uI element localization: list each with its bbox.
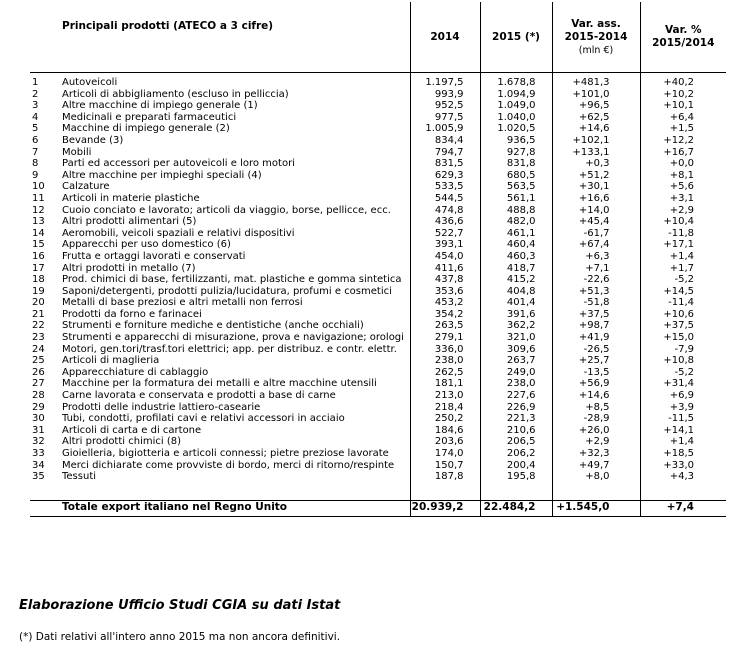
row-var-abs: +26,0 [552,425,640,437]
row-product: Altri prodotti alimentari (5) [62,216,197,228]
row-number: 19 [32,285,45,297]
row-2015: 482,0 [480,216,552,228]
row-2014: 411,6 [410,263,480,275]
row-2014: 354,2 [410,309,480,321]
footnote: (*) Dati relativi all'intero anno 2015 ma non ancora definitivi. [19,631,341,643]
row-2015: 404,8 [480,286,552,298]
row-2014: 263,5 [410,320,480,332]
row-var-pct: +37,5 [640,320,726,332]
row-2014: 977,5 [410,112,480,124]
row-product: Tessuti [62,471,97,483]
table-row [30,112,726,124]
row-2014: 250,2 [410,413,480,425]
row-product: Articoli di carta e di cartone [62,424,202,436]
row-var-pct: +1,4 [640,251,726,263]
row-var-abs: +41,9 [552,332,640,344]
row-2015: 321,0 [480,332,552,344]
row-2014: 353,6 [410,286,480,298]
row-number: 32 [32,436,45,448]
row-var-pct: +10,6 [640,309,726,321]
row-number: 35 [32,471,45,483]
header-var-abs-line2: 2015-2014 [564,30,628,43]
row-var-pct: +17,1 [640,239,726,251]
row-product: Apparecchiature di cablaggio [62,366,209,378]
row-2014: 262,5 [410,367,480,379]
row-var-abs: +6,3 [552,251,640,263]
row-var-abs: +51,3 [552,286,640,298]
table-row [30,216,726,228]
row-2014: 336,0 [410,344,480,356]
row-product: Macchine di impiego generale (2) [62,123,230,135]
table-row [30,344,726,356]
row-var-pct: +14,5 [640,286,726,298]
row-var-abs: -26,5 [552,344,640,356]
row-number: 21 [32,308,45,320]
row-number: 1 [32,77,39,88]
row-number: 6 [32,134,39,146]
row-product: Tubi, condotti, profilati cavi e relativi accessori in acciaio [62,413,345,425]
table-row [30,413,726,425]
row-var-abs: +37,5 [552,309,640,321]
row-2015: 206,5 [480,436,552,448]
row-2014: 952,5 [410,100,480,112]
row-var-abs: +56,9 [552,378,640,390]
row-product: Altri prodotti in metallo (7) [62,262,196,274]
row-2015: 227,6 [480,390,552,402]
export-table [30,2,726,517]
row-var-pct: +6,4 [640,112,726,124]
row-product: Frutta e ortaggi lavorati e conservati [62,250,246,262]
row-var-abs: -22,6 [552,274,640,286]
row-2015: 1.040,0 [480,112,552,124]
row-var-pct: +3,1 [640,193,726,205]
row-product: Articoli di abbigliamento (escluso in pelliccia) [62,88,289,100]
row-number: 13 [32,216,45,228]
row-number: 12 [32,204,45,216]
row-2015: 263,7 [480,355,552,367]
row-var-pct: -5,2 [640,274,726,286]
row-2015: 563,5 [480,181,552,193]
total-2015: 22.484,2 [480,500,552,516]
row-number: 14 [32,227,45,239]
row-2015: 1.049,0 [480,100,552,112]
row-number: 5 [32,123,39,135]
row-var-abs: +8,0 [552,471,640,486]
row-2014: 218,4 [410,402,480,414]
header-var-abs-unit: (mln €) [578,44,614,56]
row-2015: 460,3 [480,251,552,263]
table-row [30,297,726,309]
table-row [30,89,726,101]
header-var-abs-line1: Var. ass. [571,17,621,30]
table-row [30,332,726,344]
total-var-abs: +1.545,0 [552,500,640,516]
row-2015: 460,4 [480,239,552,251]
row-2015: 831,8 [480,158,552,170]
row-var-abs: +30,1 [552,181,640,193]
table-row [30,228,726,240]
row-product: Aeromobili, veicoli spaziali e relativi dispositivi [62,227,295,239]
row-product: Strumenti e forniture mediche e dentistiche (anche occhiali) [62,320,364,332]
row-2014: 474,8 [410,205,480,217]
row-product: Motori, gen.tori/trasf.tori elettrici; app. per distribuz. e contr. elettr. [62,343,397,355]
row-2015: 309,6 [480,344,552,356]
table-header-row [30,2,726,73]
row-var-abs: -28,9 [552,413,640,425]
table-row [30,378,726,390]
table-row [30,355,726,367]
row-var-pct: +2,9 [640,205,726,217]
row-var-abs: +14,0 [552,205,640,217]
header-var-pct [640,2,726,73]
table-row [30,286,726,298]
table-row [30,135,726,147]
row-2015: 1.678,8 [480,73,552,89]
table-body [30,73,726,486]
row-product: Medicinali e preparati farmaceutici [62,111,237,123]
row-var-pct: -11,4 [640,297,726,309]
table-row [30,170,726,182]
row-2014: 437,8 [410,274,480,286]
row-var-pct: +40,2 [640,73,726,89]
row-var-pct: +14,1 [640,425,726,437]
row-product: Carne lavorata e conservata e prodotti a base di carne [62,390,336,402]
row-var-pct: +1,5 [640,123,726,135]
row-product: Altre macchine per impieghi speciali (4) [62,169,262,181]
table-row [30,239,726,251]
row-product: Bevande (3) [62,134,124,146]
row-var-abs: +14,6 [552,123,640,135]
row-var-abs: -13,5 [552,367,640,379]
row-number: 22 [32,320,45,332]
row-product: Gioielleria, bigiotteria e articoli connessi; pietre preziose lavorate [62,448,389,459]
row-2015: 238,0 [480,378,552,390]
row-product: Merci dichiarate come provviste di bordo, merci di ritorno/respinte [62,459,395,471]
row-number: 33 [32,448,45,459]
row-var-pct: -11,8 [640,228,726,240]
row-var-pct: +3,9 [640,402,726,414]
table-row [30,251,726,263]
row-var-pct: -7,9 [640,344,726,356]
header-2015: 2015 (*) [480,2,552,73]
table-row [30,390,726,402]
row-var-abs: +96,5 [552,100,640,112]
row-product: Calzature [62,181,110,193]
row-number: 29 [32,401,45,413]
row-number: 17 [32,262,45,274]
row-product: Autoveicoli [62,77,118,88]
spacer-row [30,486,726,501]
row-var-pct: +5,6 [640,181,726,193]
row-product: Mobili [62,146,92,158]
row-2015: 200,4 [480,460,552,472]
row-2014: 181,1 [410,378,480,390]
row-number: 27 [32,378,45,390]
row-var-pct: +0,0 [640,158,726,170]
row-2015: 1.020,5 [480,123,552,135]
row-var-pct: +1,4 [640,436,726,448]
row-product: Parti ed accessori per autoveicoli e loro motori [62,158,295,170]
table-row [30,425,726,437]
row-var-abs: +45,4 [552,216,640,228]
row-product: Macchine per la formatura dei metalli e altre macchine utensili [62,378,377,390]
table-row [30,193,726,205]
header-2014: 2014 [410,2,480,73]
row-2015: 415,2 [480,274,552,286]
row-var-abs: +8,5 [552,402,640,414]
row-number: 16 [32,250,45,262]
row-var-abs: -61,7 [552,228,640,240]
row-var-pct: +1,7 [640,263,726,275]
row-2014: 393,1 [410,239,480,251]
row-2014: 831,5 [410,158,480,170]
row-2014: 544,5 [410,193,480,205]
row-number: 2 [32,88,39,100]
row-var-pct: +12,2 [640,135,726,147]
row-var-abs: +67,4 [552,239,640,251]
header-var-pct-line1: Var. % [665,24,702,36]
table-row [30,158,726,170]
row-number: 25 [32,355,45,367]
row-var-abs: +481,3 [552,73,640,89]
row-number: 30 [32,413,45,425]
table-row [30,471,726,486]
row-var-pct: +10,4 [640,216,726,228]
row-number: 9 [32,169,39,181]
row-2014: 174,0 [410,448,480,460]
row-var-abs: +2,9 [552,436,640,448]
row-2015: 927,8 [480,147,552,159]
header-product: Principali prodotti (ATECO a 3 cifre) [30,2,410,73]
table-row [30,320,726,332]
row-var-abs: +62,5 [552,112,640,124]
row-2014: 1.197,5 [410,73,480,89]
row-number: 18 [32,274,45,286]
total-var-pct: +7,4 [640,500,726,516]
row-var-abs: +51,2 [552,170,640,182]
row-var-pct: +33,0 [640,460,726,472]
row-var-pct: +4,3 [640,471,726,486]
row-2015: 226,9 [480,402,552,414]
row-var-abs: +32,3 [552,448,640,460]
row-2015: 195,8 [480,471,552,486]
row-product: Cuoio conciato e lavorato; articoli da viaggio, borse, pellicce, ecc. [62,204,391,216]
table-row [30,263,726,275]
row-product: Altre macchine di impiego generale (1) [62,100,258,112]
row-var-pct: +10,8 [640,355,726,367]
row-2015: 401,4 [480,297,552,309]
total-row [30,500,726,516]
row-var-pct: +10,2 [640,89,726,101]
table-row [30,460,726,472]
row-var-pct: -5,2 [640,367,726,379]
row-2015: 362,2 [480,320,552,332]
row-var-pct: +10,1 [640,100,726,112]
row-product: Apparecchi per uso domestico (6) [62,239,231,251]
row-number: 24 [32,343,45,355]
source-caption: Elaborazione Ufficio Studi CGIA su dati Istat [19,598,341,613]
row-product: Strumenti e apparecchi di misurazione, prova e navigazione; orologi [62,332,404,344]
row-var-pct: +18,5 [640,448,726,460]
row-number: 23 [32,332,45,344]
row-2014: 1.005,9 [410,123,480,135]
row-2014: 522,7 [410,228,480,240]
row-2014: 834,4 [410,135,480,147]
row-product: Saponi/detergenti, prodotti pulizia/lucidatura, profumi e cosmetici [62,285,392,297]
row-2014: 629,3 [410,170,480,182]
row-product: Articoli in materie plastiche [62,192,200,204]
row-2014: 187,8 [410,471,480,486]
row-2014: 794,7 [410,147,480,159]
row-2014: 203,6 [410,436,480,448]
row-number: 8 [32,158,39,170]
row-2015: 249,0 [480,367,552,379]
row-2014: 436,6 [410,216,480,228]
row-var-pct: +6,9 [640,390,726,402]
row-product: Articoli di maglieria [62,355,160,367]
row-2014: 279,1 [410,332,480,344]
row-number: 20 [32,297,45,309]
table-row [30,123,726,135]
row-2015: 461,1 [480,228,552,240]
row-var-abs: +16,6 [552,193,640,205]
row-2014: 213,0 [410,390,480,402]
table-row [30,309,726,321]
table-row [30,205,726,217]
total-num [30,500,60,516]
row-product: Prodotti delle industrie lattiero-casearie [62,401,261,413]
row-var-pct: +16,7 [640,147,726,159]
row-2015: 418,7 [480,263,552,275]
row-number: 3 [32,100,39,112]
row-2015: 391,6 [480,309,552,321]
row-var-abs: -51,8 [552,297,640,309]
table-row [30,448,726,460]
row-var-abs: +0,3 [552,158,640,170]
row-2015: 936,5 [480,135,552,147]
row-2015: 1.094,9 [480,89,552,101]
total-label: Totale export italiano nel Regno Unito [60,500,410,516]
table-row [30,402,726,414]
row-2014: 150,7 [410,460,480,472]
row-2015: 206,2 [480,448,552,460]
row-var-pct: -11,5 [640,413,726,425]
header-var-abs [552,2,640,73]
row-var-abs: +133,1 [552,147,640,159]
row-2014: 454,0 [410,251,480,263]
row-2014: 184,6 [410,425,480,437]
row-number: 34 [32,459,45,471]
total-2014: 20.939,2 [410,500,480,516]
row-var-pct: +31,4 [640,378,726,390]
row-var-abs: +98,7 [552,320,640,332]
row-product: Prod. chimici di base, fertilizzanti, mat. plastiche e gomma sintetica [62,274,402,286]
row-2014: 533,5 [410,181,480,193]
table-row [30,367,726,379]
row-var-pct: +8,1 [640,170,726,182]
row-number: 28 [32,390,45,402]
row-var-abs: +14,6 [552,390,640,402]
row-2014: 238,0 [410,355,480,367]
table-row [30,181,726,193]
row-var-pct: +15,0 [640,332,726,344]
table-row [30,274,726,286]
row-number: 15 [32,239,45,251]
table-row [30,147,726,159]
table-row [30,436,726,448]
row-2014: 453,2 [410,297,480,309]
row-product: Altri prodotti chimici (8) [62,436,181,448]
row-var-abs: +7,1 [552,263,640,275]
row-number: 7 [32,146,39,158]
table-row [30,100,726,112]
row-2014: 993,9 [410,89,480,101]
row-product: Metalli di base preziosi e altri metalli non ferrosi [62,297,303,309]
row-number: 31 [32,424,45,436]
row-number: 26 [32,366,45,378]
row-number: 4 [32,111,39,123]
row-var-abs: +49,7 [552,460,640,472]
row-var-abs: +102,1 [552,135,640,147]
row-var-abs: +101,0 [552,89,640,101]
row-2015: 561,1 [480,193,552,205]
row-2015: 488,8 [480,205,552,217]
row-var-abs: +25,7 [552,355,640,367]
row-2015: 680,5 [480,170,552,182]
row-number: 10 [32,181,45,193]
row-product: Prodotti da forno e farinacei [62,308,202,320]
table-row [30,73,726,89]
header-var-pct-line2: 2015/2014 [652,37,715,49]
row-2015: 221,3 [480,413,552,425]
row-2015: 210,6 [480,425,552,437]
row-number: 11 [32,192,45,204]
